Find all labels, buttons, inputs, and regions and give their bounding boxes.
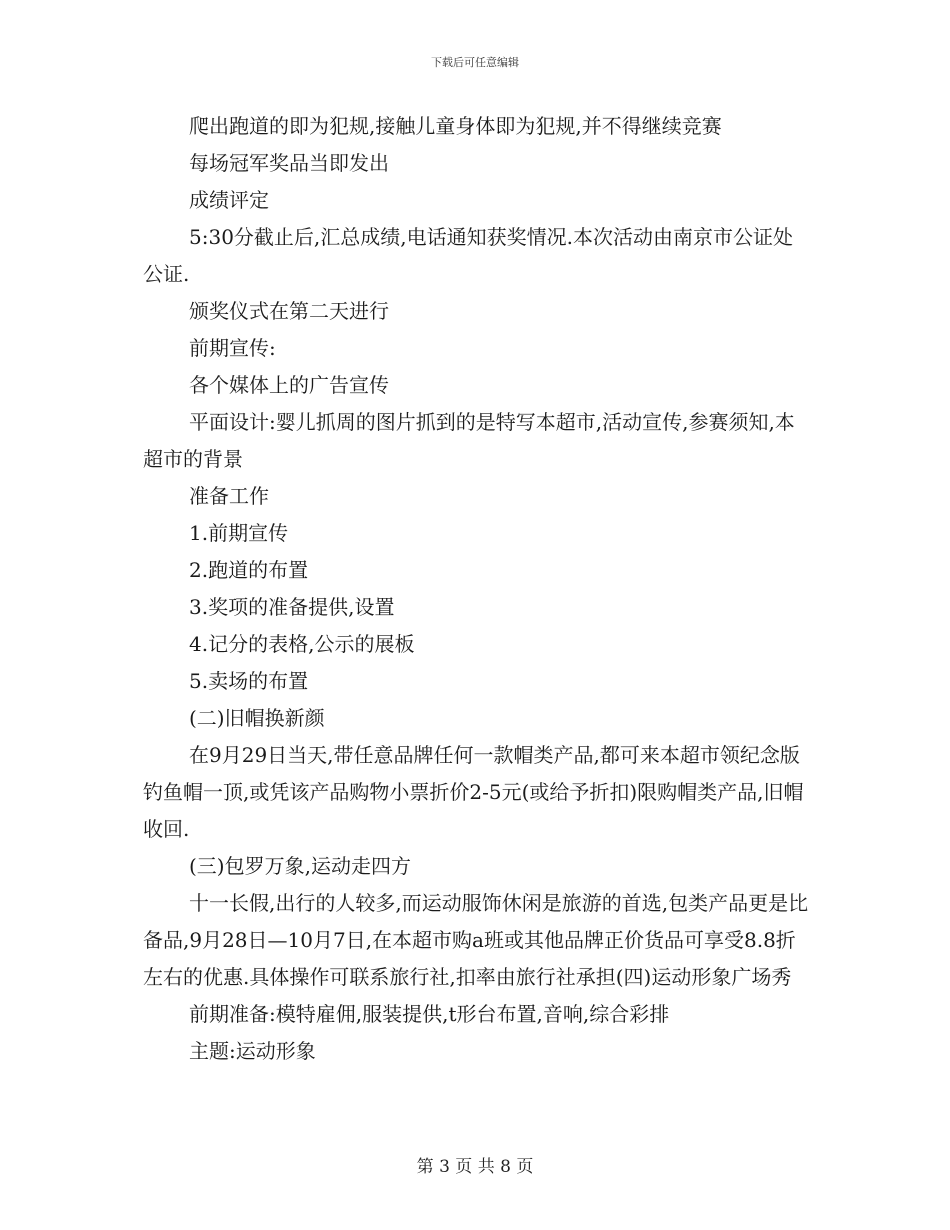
paragraph: 成绩评定 (189, 188, 269, 212)
page-number-footer: 第 3 页 共 8 页 (416, 1157, 534, 1177)
list-item: 4.记分的表格,公示的展板 (189, 632, 415, 656)
document-body (143, 108, 811, 1070)
paragraph: 准备工作 (189, 484, 269, 508)
list-item: 5.卖场的布置 (189, 669, 309, 693)
list-item: 1.前期宣传 (189, 521, 289, 545)
section-heading: (三)包罗万象,运动走四方 (189, 854, 411, 878)
list-item: 3.奖项的准备提供,设置 (189, 595, 395, 619)
list-item: 2.跑道的布置 (189, 558, 309, 582)
page-header: 下载后可任意编辑 (431, 56, 519, 69)
paragraph: 每场冠军奖品当即发出 (189, 151, 389, 175)
section-heading: (二)旧帽换新颜 (189, 706, 325, 730)
paragraph: 前期准备:模特雇佣,服装提供,t形台布置,音响,综合彩排 (189, 1002, 670, 1026)
paragraph: 平面设计:婴儿抓周的图片抓到的是特写本超市,活动宣传,参赛须知,本超市的背景 (143, 410, 795, 471)
paragraph: 在9月29日当天,带任意品牌任何一款帽类产品,都可来本超市领纪念版钓鱼帽一顶,或凭该产品购物小票折价2-5元(或给予折扣)限购帽类产品,旧帽收回. (143, 743, 804, 841)
paragraph: 颁奖仪式在第二天进行 (189, 299, 389, 323)
paragraph: 主题:运动形象 (189, 1039, 316, 1063)
paragraph: 前期宣传: (189, 336, 276, 360)
paragraph: 爬出跑道的即为犯规,接触儿童身体即为犯规,并不得继续竞赛 (189, 114, 722, 138)
paragraph: 十一长假,出行的人较多,而运动服饰休闲是旅游的首选,包类产品更是比备品,9月28日—10月7日,在本超市购a班或其他品牌正价货品可享受8.8折左右的优惠.具体操作可联系旅行社,扣率由旅行社承担(四)运动形象广场秀 (143, 891, 809, 989)
paragraph: 5:30分截止后,汇总成绩,电话通知获奖情况.本次活动由南京市公证处公证. (143, 225, 793, 286)
paragraph: 各个媒体上的广告宣传 (189, 373, 389, 397)
